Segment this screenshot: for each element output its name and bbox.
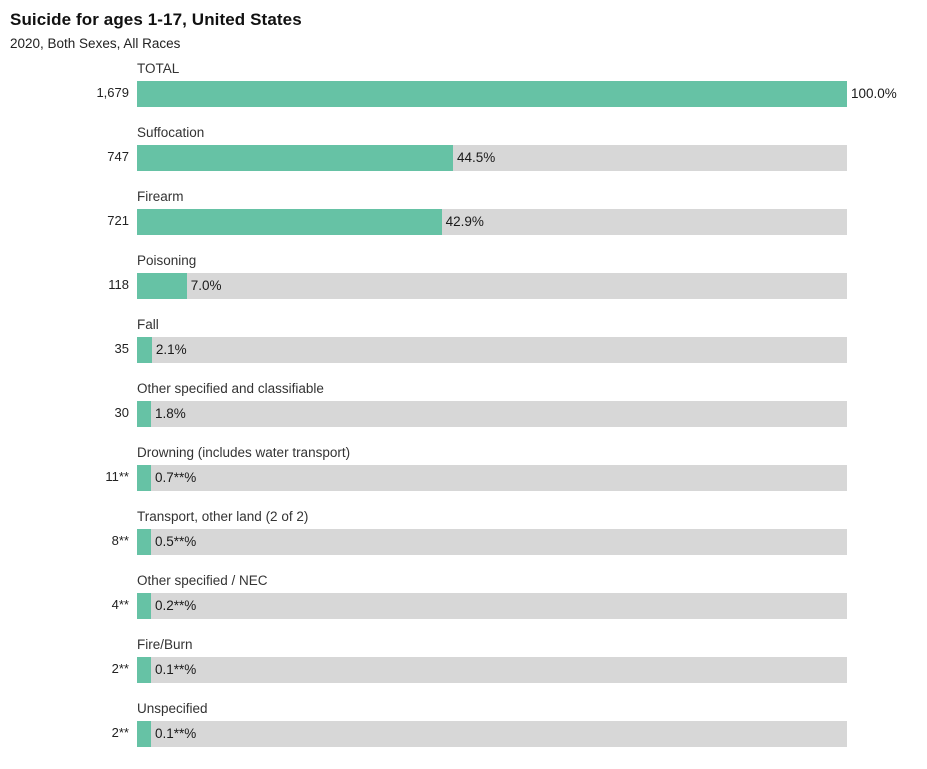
bar-row	[0, 573, 927, 637]
bar-track	[137, 657, 847, 683]
bar-track	[137, 465, 847, 491]
bar-rows	[0, 61, 927, 765]
bar-percent-label: 100.0%	[851, 86, 897, 101]
bar-row	[0, 61, 927, 125]
bar-count-label: 721	[107, 213, 129, 228]
bar-category-label: TOTAL	[137, 61, 180, 76]
page-subtitle: 2020, Both Sexes, All Races	[10, 36, 181, 51]
bar-count-label: 1,679	[96, 85, 129, 100]
bar-row	[0, 509, 927, 573]
bar-track	[137, 529, 847, 555]
bar-category-label: Other specified and classifiable	[137, 381, 324, 396]
bar-fill	[137, 529, 151, 555]
bar-category-label: Fire/Burn	[137, 637, 193, 652]
bar-percent-label: 0.5**%	[155, 534, 197, 549]
bar-category-label: Suffocation	[137, 125, 205, 140]
bar-fill	[137, 273, 187, 299]
page-title: Suicide for ages 1-17, United States	[10, 10, 302, 29]
bar-percent-label: 0.1**%	[155, 726, 197, 741]
bar-row	[0, 701, 927, 765]
bar-track	[137, 721, 847, 747]
bar-fill	[137, 337, 152, 363]
bar-track	[137, 401, 847, 427]
bar-fill	[137, 593, 151, 619]
bar-count-label: 8**	[111, 533, 129, 548]
bar-fill	[137, 81, 847, 107]
bar-count-label: 30	[114, 405, 129, 420]
bar-row	[0, 253, 927, 317]
bar-count-label: 4**	[111, 597, 129, 612]
bar-track	[137, 593, 847, 619]
bar-row	[0, 189, 927, 253]
bar-count-label: 118	[108, 277, 129, 292]
bar-row	[0, 317, 927, 381]
bar-category-label: Poisoning	[137, 253, 197, 268]
bar-track	[137, 209, 847, 235]
bar-row	[0, 125, 927, 189]
bar-fill	[137, 145, 453, 171]
bar-category-label: Transport, other land (2 of 2)	[137, 509, 309, 524]
bar-percent-label: 0.7**%	[155, 470, 197, 485]
bar-percent-label: 1.8%	[155, 406, 186, 421]
bar-track	[137, 273, 847, 299]
bar-fill	[137, 657, 151, 683]
bar-fill	[137, 209, 442, 235]
bar-track	[137, 337, 847, 363]
bar-fill	[137, 465, 151, 491]
bar-percent-label: 7.0%	[190, 278, 222, 293]
bar-track	[137, 81, 847, 107]
bar-row	[0, 445, 927, 509]
bar-row	[0, 381, 927, 445]
bar-category-label: Drowning (includes water transport)	[137, 445, 351, 460]
bar-percent-label: 0.1**%	[155, 662, 197, 677]
bar-percent-label: 2.1%	[155, 342, 187, 357]
bar-count-label: 11**	[105, 469, 129, 484]
bar-count-label: 2**	[111, 725, 129, 740]
bar-category-label: Other specified / NEC	[137, 573, 268, 588]
bar-category-label: Firearm	[137, 189, 184, 204]
bar-category-label: Unspecified	[137, 701, 208, 716]
bar-count-label: 747	[107, 149, 129, 164]
bar-fill	[137, 401, 151, 427]
bar-category-label: Fall	[137, 317, 159, 332]
bar-fill	[137, 721, 151, 747]
bar-percent-label: 0.2**%	[155, 598, 197, 613]
bar-count-label: 2**	[111, 661, 129, 676]
bar-count-label: 35	[114, 341, 129, 356]
bar-percent-label: 44.5%	[456, 150, 496, 165]
bar-percent-label: 42.9%	[445, 214, 484, 229]
bar-row	[0, 637, 927, 701]
